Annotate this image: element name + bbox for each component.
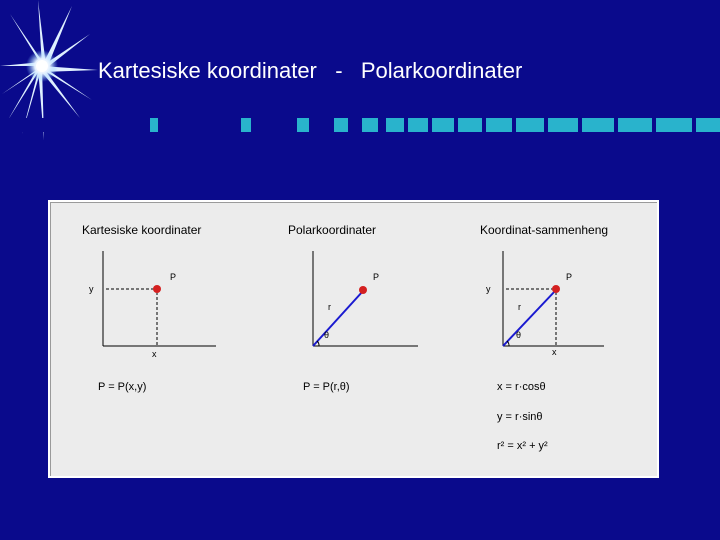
relation-point-label: P [566,272,573,282]
relation-y-label: y [486,284,491,294]
relation-radius-line [503,290,556,346]
cartesian-point-label: P [170,272,177,282]
relation-formula-y: y = r·sinθ [497,411,543,423]
relation-formula-x: x = r·cosθ [497,381,546,393]
polar-theta-label: θ [324,330,330,340]
polar-point-label: P [373,272,380,282]
cartesian-x-label: x [152,349,157,359]
polar-point [359,286,367,294]
relation-angle-arc [507,341,509,346]
cartesian-heading: Kartesiske koordinater [82,223,202,237]
cartesian-y-label: y [89,284,94,294]
relation-formula-r: r² = x² + y² [497,440,548,452]
cartesian-formula: P = P(x,y) [98,381,147,393]
relation-heading: Koordinat-sammenheng [480,223,609,237]
polar-heading: Polarkoordinater [288,223,377,237]
slide-title: Kartesiske koordinater - Polarkoordinater [98,58,523,83]
cartesian-point [153,285,161,293]
relation-theta-label: θ [516,330,522,340]
polar-r-label: r [328,302,331,312]
relation-x-label: x [552,347,557,357]
polar-radius-line [313,291,363,346]
relation-r-label: r [518,302,521,312]
relation-point [552,285,560,293]
polar-formula: P = P(r,θ) [303,381,350,393]
polar-angle-arc [317,341,319,346]
